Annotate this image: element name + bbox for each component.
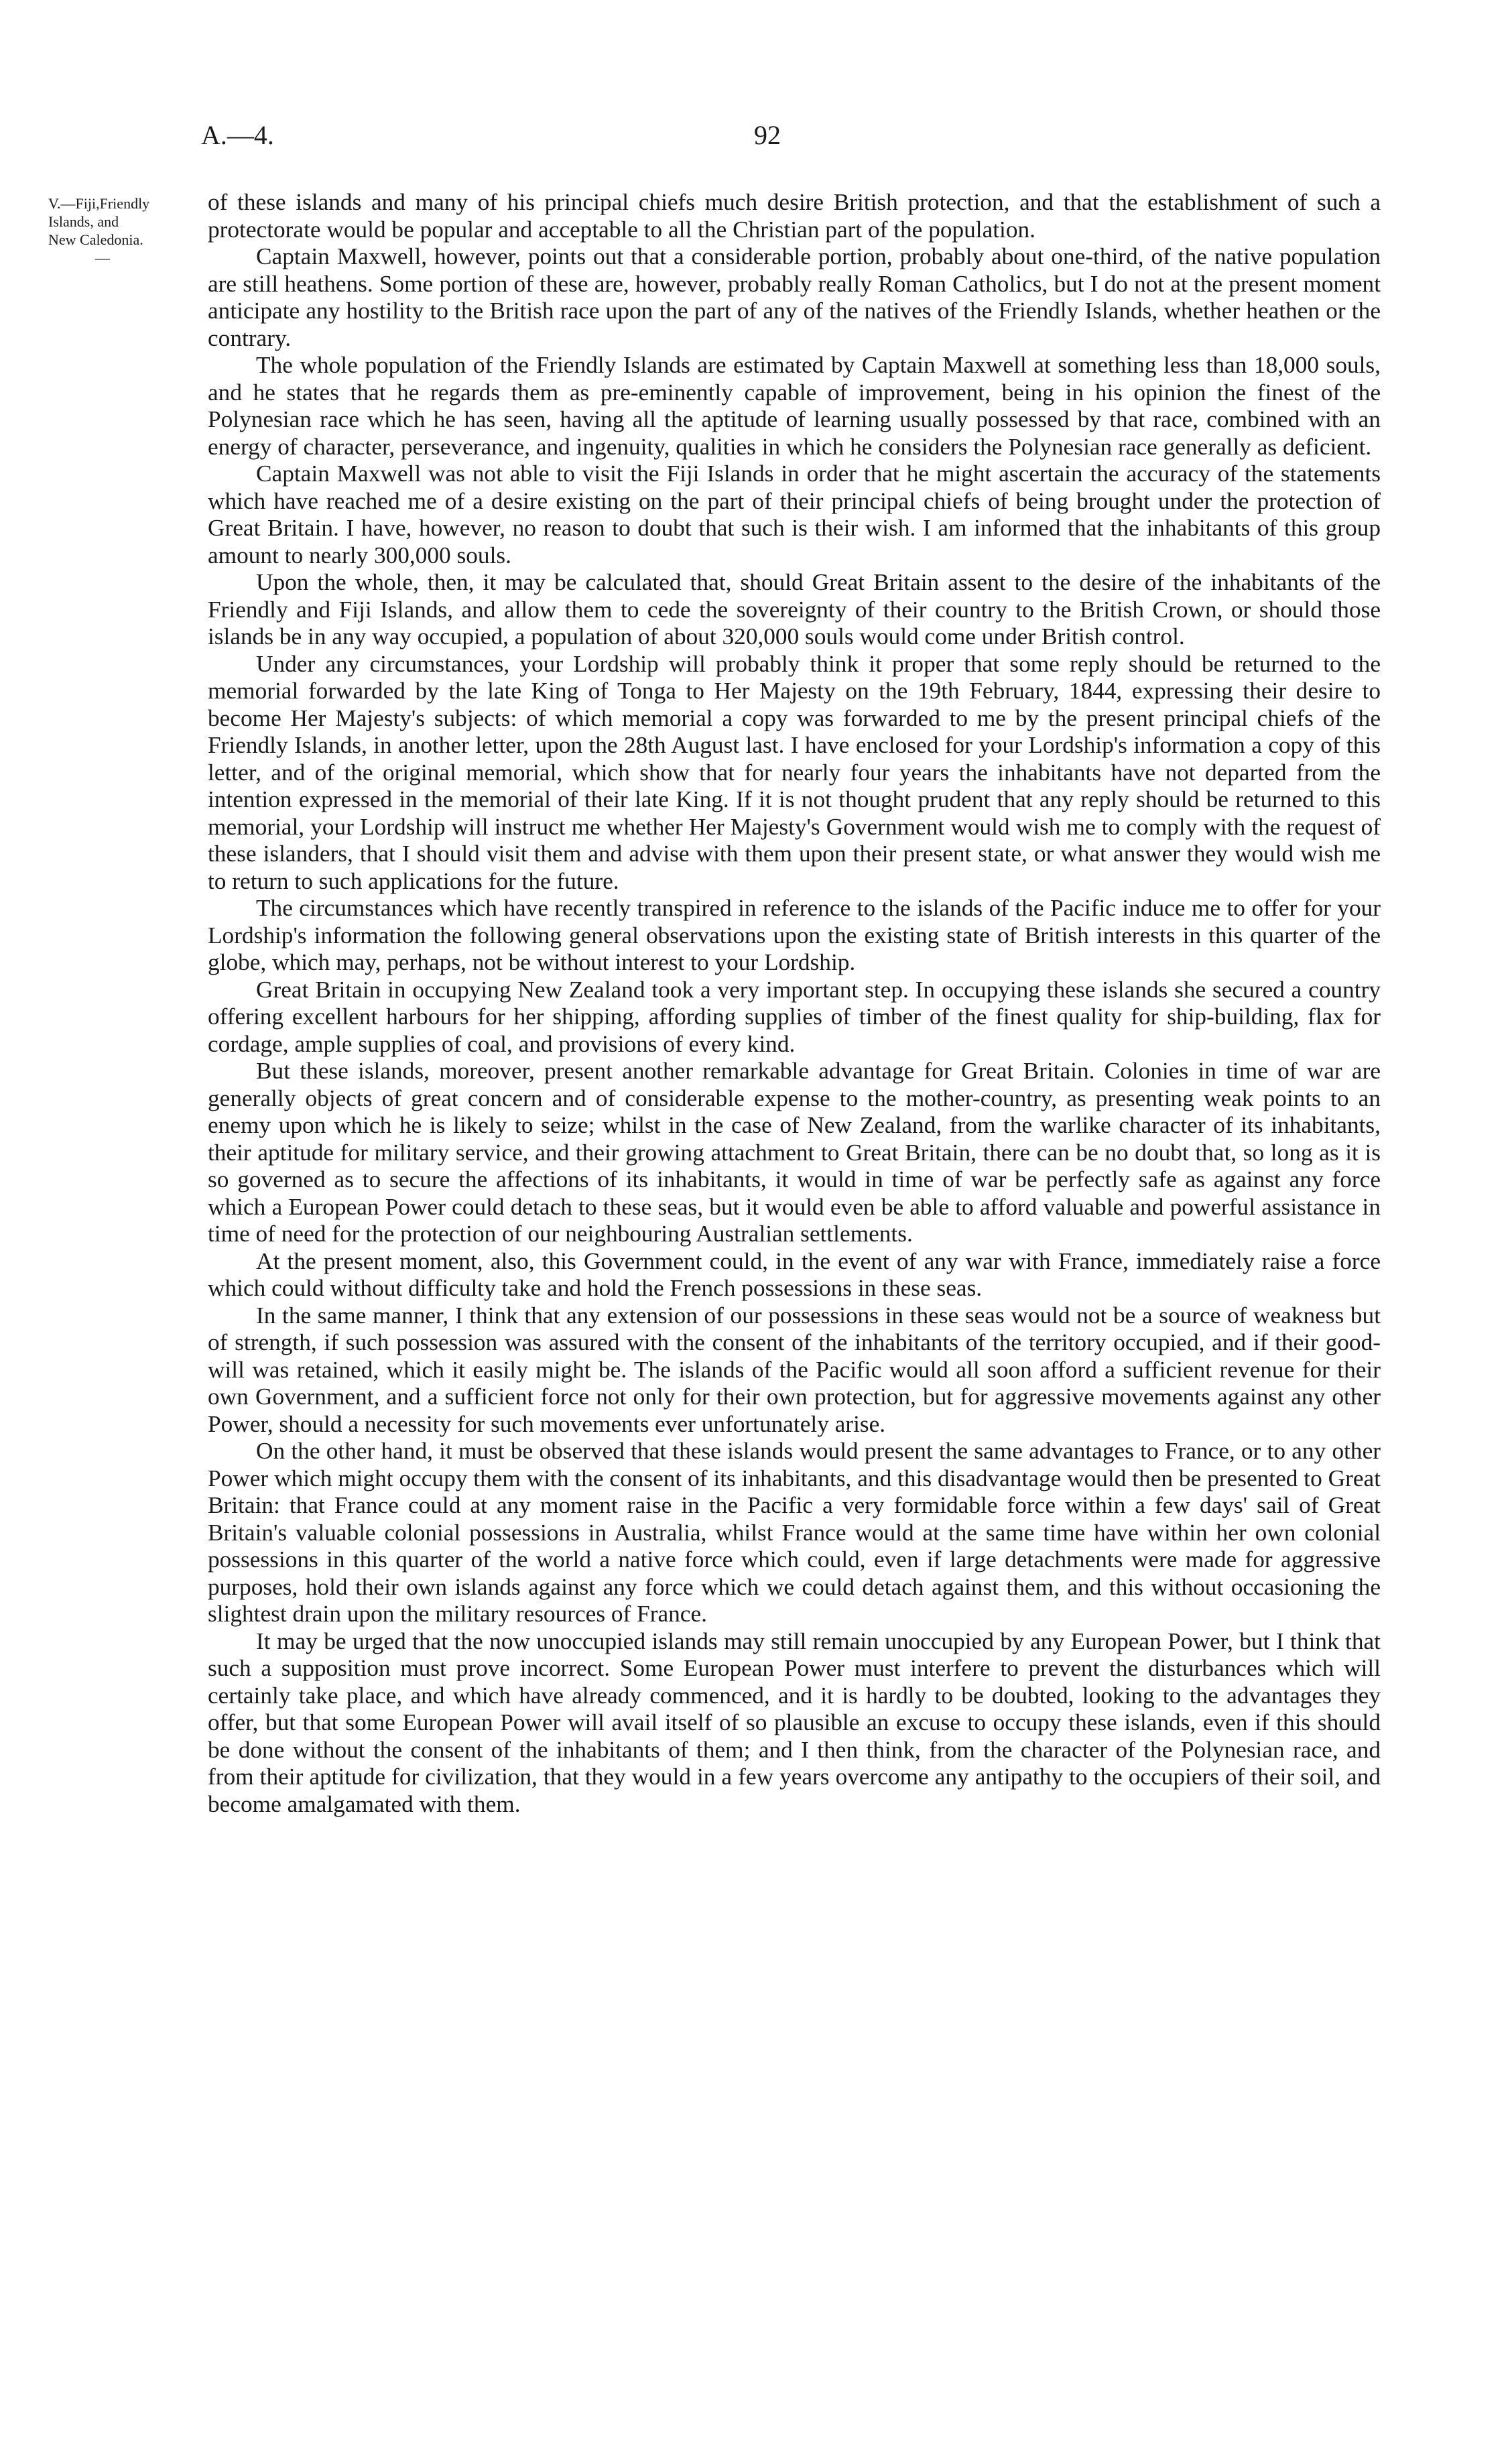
paragraph: Captain Maxwell was not able to visit the Fiji Islands in order that he might ascertain the accuracy of the statements which have reached me of a desire existing on the part of their principal chiefs of being brought under the protection of Great Britain. I have, however, no reason to doubt that such is their wish. I am informed that the inhabitants of this group amount to nearly 300,000 souls. [208, 461, 1381, 568]
paragraph: The whole population of the Friendly Islands are estimated by Captain Maxwell at something less than 18,000 souls, and he states that he regards them as pre-eminently capable of improvement, being in his opinion the finest of the Polynesian race which he has seen, having all the aptitude of learning usually possessed by that race, combined with an energy of character, perseverance, and ingenuity, qualities in which he considers the Polynesian race generally as deficient. [208, 352, 1381, 460]
page-header [0, 119, 1512, 166]
margin-note [48, 194, 209, 267]
paragraph: Upon the whole, then, it may be calculated that, should Great Britain assent to the desire of the inhabitants of the Friendly and Fiji Islands, and allow them to cede the sovereignty of their country to the British Crown, or should those islands be in any way occupied, a population of about 320,000 souls would come under British control. [208, 569, 1381, 650]
paragraph: Under any circumstances, your Lordship will probably think it proper that some reply should be returned to the memorial forwarded by the late King of Tonga to Her Majesty on the 19th February, 1844, expressing their desire to become Her Majesty's subjects: of which memorial a copy was forwarded to me by the present principal chiefs of the Friendly Islands, in another letter, upon the 28th August last. I have enclosed for your Lordship's information a copy of this letter, and of the original memorial, which show that for nearly four years the inhabitants have not departed from the intention expressed in the memorial of their late King. If it is not thought prudent that any reply should be returned to this memorial, your Lordship will instruct me whether Her Majesty's Government would wish me to comply with the request of these islanders, that I should visit them and advise with them upon their present state, or what answer they would wish me to return to such applications for the future. [208, 650, 1381, 894]
margin-note-line: Islands, and [48, 213, 119, 230]
paragraph: Captain Maxwell, however, points out that a considerable portion, probably about one-third, of the native population are still heathens. Some portion of these are, however, probably really Roman Catholics, but I do not at the present moment anticipate any hostility to the British race upon the part of any of the natives of the Friendly Islands, whether heathen or the contrary. [208, 243, 1381, 351]
paragraph: It may be urged that the now unoccupied islands may still remain unoccupied by any European Power, but I think that such a supposition must prove incorrect. Some European Power must interfere to prevent the disturbances which will certainly take place, and which have already commenced, and it is hardly to be doubted, looking to the advantages they offer, but that some European Power will avail itself of so plausible an excuse to occupy these islands, even if this should be done without the consent of the inhabitants of them; and I then think, from the character of the Polynesian race, and from their aptitude for civilization, that they would in a few years overcome any antipathy to the occupiers of their soil, and become amalgamated with them. [208, 1628, 1381, 1817]
paragraph: In the same manner, I think that any extension of our possessions in these seas would not be a source of weakness but of strength, if such possession was assured with the consent of the inhabitants of the territory occupied, and if their good-will was retained, which it easily might be. The islands of the Pacific would all soon afford a sufficient revenue for their own Government, and a sufficient force not only for their own protection, but for aggressive movements against any other Power, should a necessity for such movements ever unfortunately arise. [208, 1302, 1381, 1437]
page-number: 92 [754, 120, 781, 150]
margin-note-dash: — [95, 249, 110, 266]
paragraph: But these islands, moreover, present another remarkable advantage for Great Britain. Colonies in time of war are generally objects of great concern and of considerable expense to the mother-country, as presenting weak points to an enemy upon which he is likely to seize; whilst in the case of New Zealand, from the warlike character of its inhabitants, their aptitude for military service, and their growing attachment to Great Britain, there can be no doubt that, so long as it is so governed as to secure the affections of its inhabitants, it would in time of war be perfectly safe as against any force which a European Power could detach to these seas, but it would even be able to afford valuable and powerful assistance in time of need for the protection of our neighbouring Australian settlements. [208, 1058, 1381, 1247]
paragraph: The circumstances which have recently transpired in reference to the islands of the Pacific induce me to offer for your Lordship's information the following general observations upon the existing state of British interests in this quarter of the globe, which may, perhaps, not be without interest to your Lordship. [208, 895, 1381, 975]
paragraph: of these islands and many of his principal chiefs much desire British protection, and that the establishment of such a protectorate would be popular and acceptable to all the Christian part of the population. [208, 189, 1381, 243]
paragraph: On the other hand, it must be observed that these islands would present the same advantages to France, or to any other Power which might occupy them with the consent of its inhabitants, and this disadvantage would then be presented to Great Britain: that France could at any moment raise in the Pacific a very formidable force within a few days' sail of Great Britain's valuable colonial possessions in Australia, whilst France would at the same time have within her own colonial possessions in this quarter of the world a native force which could, even if large detachments were made for aggressive purposes, hold their own islands against any force which we could detach against them, and this without occasioning the slightest drain upon the military resources of France. [208, 1438, 1381, 1627]
margin-note-line: New Caledonia. [48, 231, 143, 248]
margin-note-line: V.—Fiji,Friendly [48, 195, 150, 212]
sheet-reference: A.—4. [201, 120, 274, 150]
paragraph: At the present moment, also, this Government could, in the event of any war with France, immediately raise a force which could without difficulty take and hold the French possessions in these seas. [208, 1247, 1381, 1301]
paragraph: Great Britain in occupying New Zealand took a very important step. In occupying these islands she secured a country offering excellent harbours for her shipping, affording supplies of timber of the finest quality for ship-building, flax for cordage, ample supplies of coal, and provisions of every kind. [208, 976, 1381, 1057]
body-text [208, 189, 1381, 1818]
